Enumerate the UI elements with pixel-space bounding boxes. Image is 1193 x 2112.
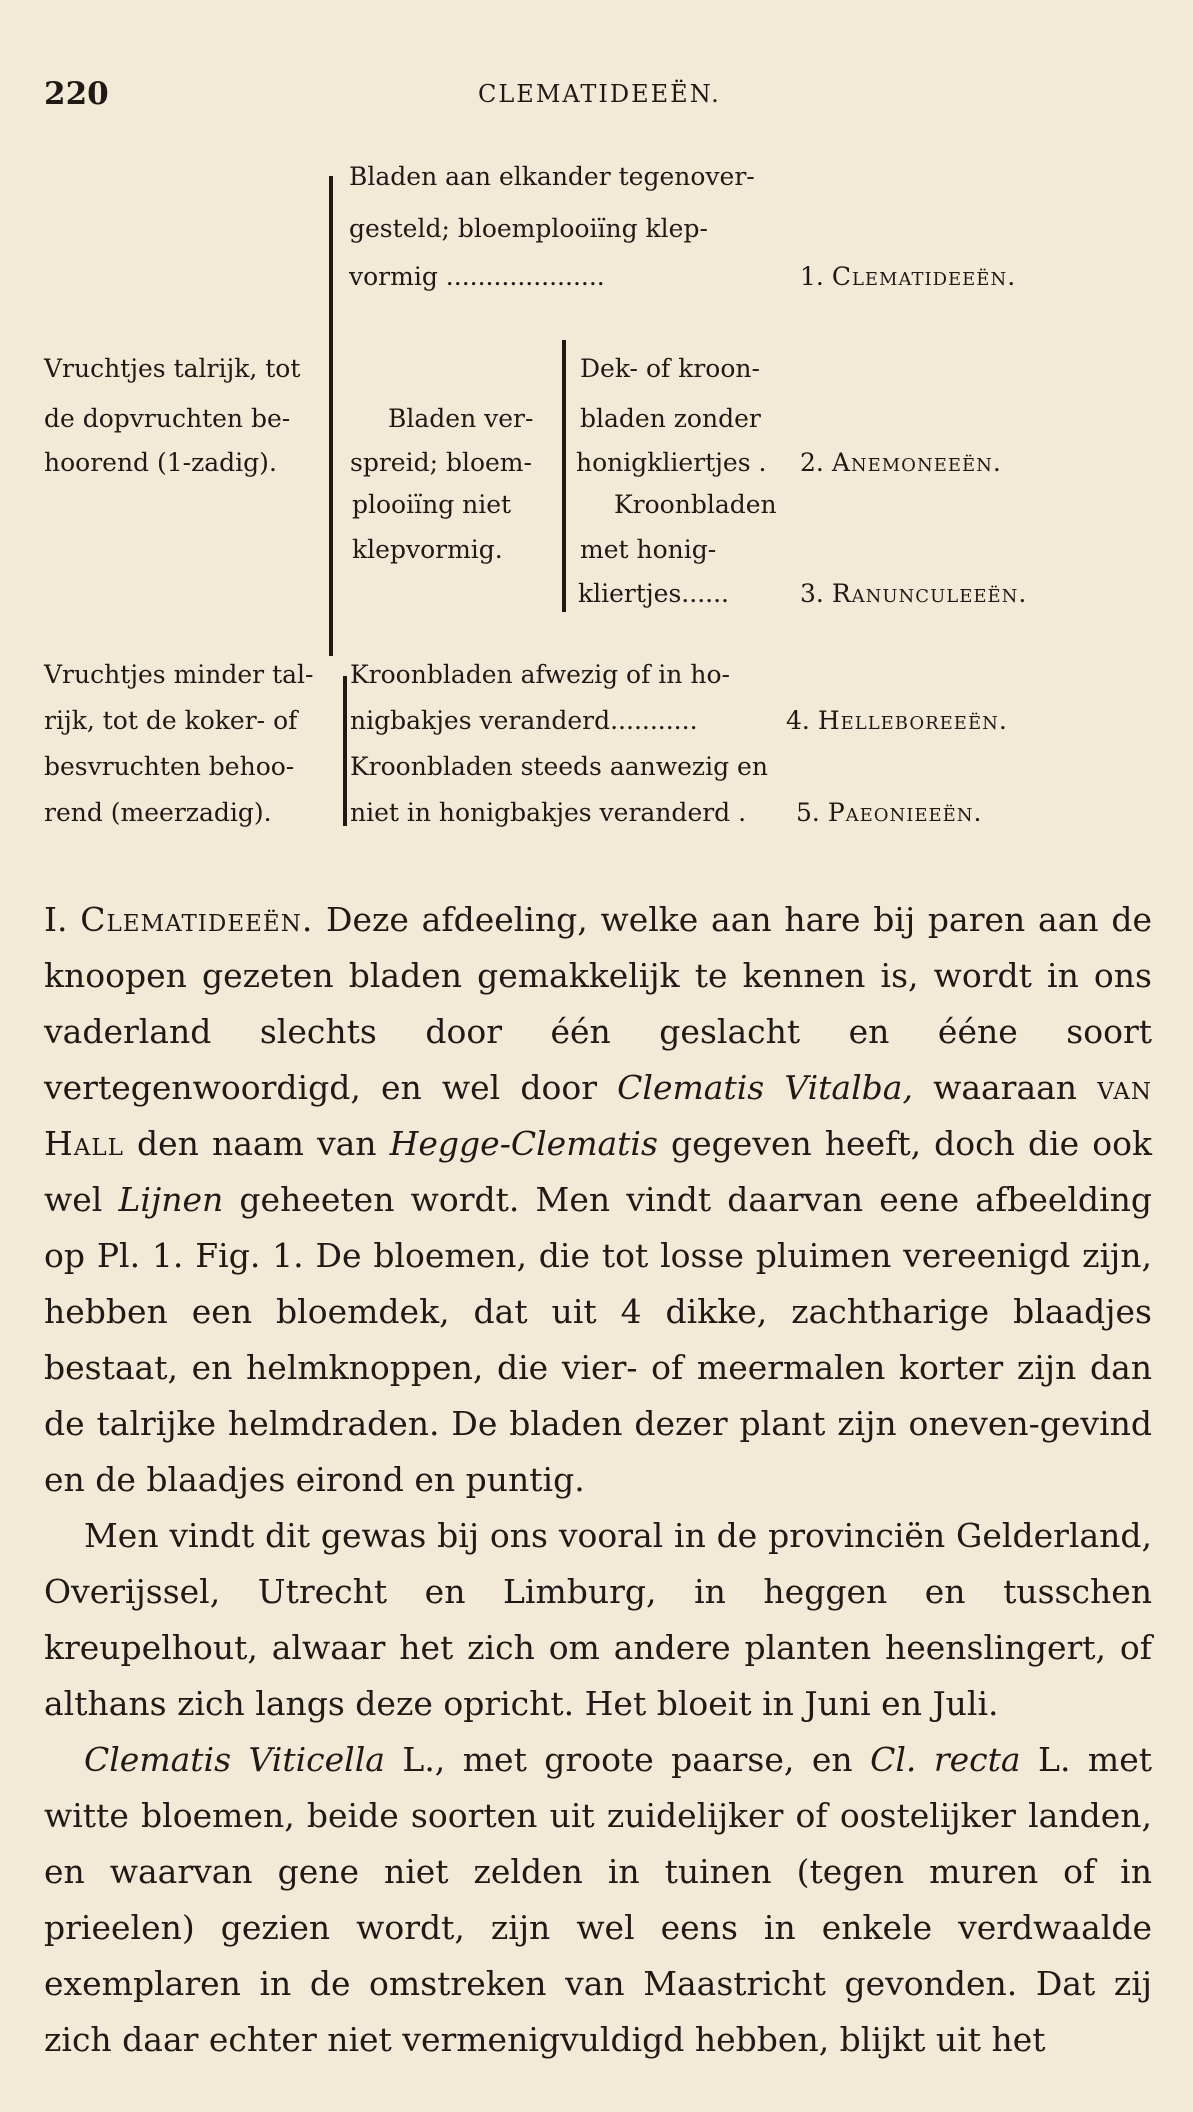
paragraph-other-species [44, 1732, 1152, 2068]
key-r2-line-3: plooiïng niet [352, 490, 512, 519]
p1-segment: waaraan [912, 1068, 1098, 1107]
paragraph-distribution [44, 1508, 1152, 1732]
p3-segment: L. met witte bloemen, beide soorten uit zuidelijker of oostelijker landen, en waarvan gene niet zelden in tuinen (tegen muren of in prieelen) gezien wordt, zijn wel eens in enkele verdwaalde exemplaren in de omstreken van Maastricht gevonden. Dat zij zich daar echter niet vermenigvuldigd hebben, blijkt uit het [44, 1740, 1152, 2059]
key-g2-line-3: besvruchten behoo- [44, 752, 295, 781]
p1-segment: Deze afdeeling, welke aan hare bij paren aan de knoopen gezeten bladen gemakkelijk te kennen is, wordt in ons vaderland slechts door één geslacht en ééne soort vertegenwoordigd, en wel door [44, 900, 1152, 1107]
p1-segment: gegeven heeft, doch die ook wel [44, 1124, 1152, 1219]
key-r2-line-4: klepvormig. [352, 535, 503, 564]
p1-segment: Lijnen [118, 1180, 224, 1219]
key-result-4: 4. Helleboreeën. [786, 706, 1008, 735]
p1-segment: Hegge-Clematis [389, 1124, 658, 1163]
key-g2-line-2: rijk, tot de koker- of [44, 706, 298, 735]
p1-segment: I. [44, 900, 81, 939]
key-result-5: 5. Paeonieeën. [796, 798, 983, 827]
page-number: 220 [44, 76, 109, 112]
key-g2-line-1: Vruchtjes minder tal- [44, 660, 314, 689]
key-g1-line-2: de dopvruchten be- [44, 404, 291, 433]
p3-segment: Cl. recta [870, 1740, 1021, 1779]
key-result-1: 1. Clematideeën. [800, 262, 1017, 291]
p1-segment: Clematis Vitalba, [617, 1068, 913, 1107]
key-r4-line-1: Kroonbladen afwezig of in ho- [350, 660, 730, 689]
p2-segment: Men vindt dit gewas bij ons vooral in de provinciën Gelderland, Overijssel, Utrecht en Limburg, in heggen en tusschen kreupelhout, alwaar het zich om andere planten heenslingert, of althans zich langs deze opricht. Het bloeit in Juni en Juli. [44, 1516, 1152, 1723]
key-r1-last: vormig [349, 262, 438, 291]
body-text [44, 892, 1152, 2068]
p1-segment: geheeten wordt. Men vindt daarvan eene afbeelding op Pl. 1. Fig. 1. De bloemen, die tot losse pluimen vereenigd zijn, hebben een bloemdek, dat uit 4 dikke, zachtharige blaadjes bestaat, en helmknoppen, die vier- of meermalen korter zijn dan de talrijke helmdraden. De bladen dezer plant zijn oneven-gevind en de blaadjes eirond en puntig. [44, 1180, 1152, 1499]
brace-lower [343, 676, 347, 826]
p1-segment: van Hall [44, 1068, 1152, 1163]
key-r1-line-2: gesteld; bloemplooiïng klep- [349, 214, 708, 243]
key-r1-line-3 [349, 262, 605, 292]
p1-segment: den naam van [123, 1124, 390, 1163]
paragraph-clematideeen [44, 892, 1152, 1508]
key-r3-line-3: honigkliertjes . [576, 448, 767, 477]
key-r4-line-2: nigbakjes veranderd........... [350, 706, 698, 735]
running-title: CLEMATIDEEËN. [478, 80, 721, 108]
key-r1-dots: .................... [445, 262, 605, 291]
p1-segment: Clematideeën. [80, 900, 314, 939]
key-r3-line-6: kliertjes...... [578, 579, 729, 608]
key-r5-line-2: niet in honigbakjes veranderd . [350, 798, 747, 827]
key-g1-line-1: Vruchtjes talrijk, tot [44, 354, 301, 383]
key-g1-line-3: hoorend (1-zadig). [44, 448, 277, 477]
key-r2-line-2: spreid; bloem- [350, 448, 532, 477]
p3-segment: L., met groote paarse, en [384, 1740, 871, 1779]
key-result-2: 2. Anemoneeën. [800, 448, 1002, 477]
key-r2-line-1: Bladen ver- [388, 404, 534, 433]
key-r3-line-2: bladen zonder [580, 404, 761, 433]
key-result-3: 3. Ranunculeeën. [800, 579, 1028, 608]
key-g2-line-4: rend (meerzadig). [44, 798, 272, 827]
key-r3-line-5: met honig- [580, 535, 717, 564]
key-r1-line-1: Bladen aan elkander tegenover- [349, 162, 755, 191]
key-r5-line-1: Kroonbladen steeds aanwezig en [350, 752, 768, 781]
brace-inner [562, 340, 566, 612]
p3-segment: Clematis Viticella [84, 1740, 385, 1779]
key-r3-line-1: Dek- of kroon- [580, 354, 760, 383]
key-r3-line-4: Kroonbladen [614, 490, 777, 519]
brace-main [329, 176, 333, 656]
